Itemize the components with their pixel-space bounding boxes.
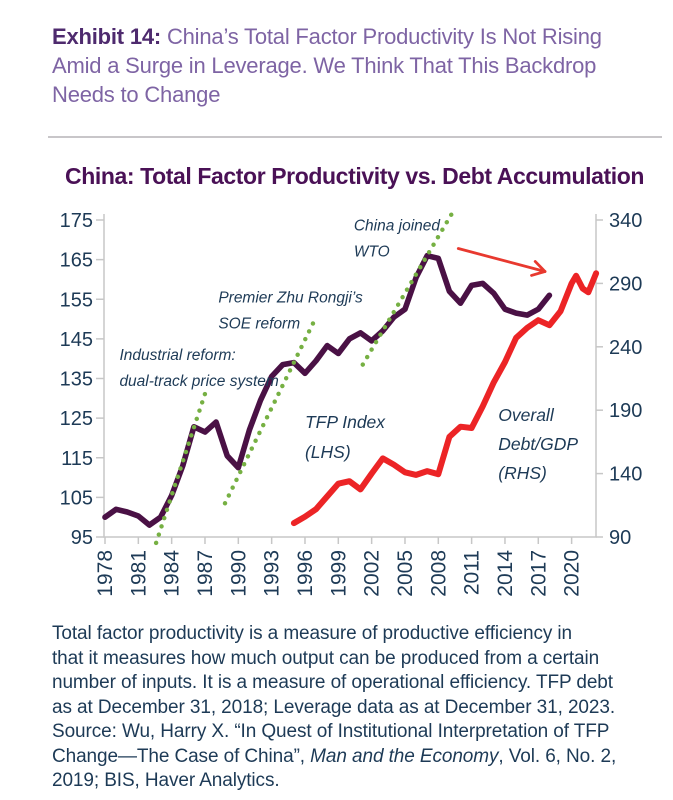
x-axis-year-label: 1978 <box>94 550 117 597</box>
chart-area <box>0 195 673 620</box>
x-axis-year-label: 1999 <box>327 550 351 597</box>
chart-annotation <box>119 347 278 390</box>
left-axis-label: 155 <box>59 289 93 312</box>
annotation-line: Overall <box>498 404 554 425</box>
horizontal-divider <box>48 136 662 138</box>
footnote-line: Source: Wu, Harry X. “In Quest of Institutional Interpretation of TFP <box>52 721 610 742</box>
x-axis-year-label: 1990 <box>227 550 251 597</box>
footnote-line: as at December 31, 2018; Leverage data as at December 31, 2023. <box>52 696 616 718</box>
x-axis-year-label: 2008 <box>427 550 451 597</box>
left-axis-label: 95 <box>70 527 93 549</box>
x-axis-year-label: 2017 <box>527 550 551 597</box>
exhibit-title-part2: Amid a Surge in Leverage. We Think That This Backdrop <box>52 53 597 78</box>
exhibit-header <box>52 22 666 109</box>
footnote-line: Total factor productivity is a measure of productive efficiency in <box>52 623 573 644</box>
annotation-line: (LHS) <box>304 442 351 463</box>
trend-arrow-head <box>532 272 545 276</box>
footnote-line: number of inputs. It is a measure of operational efficiency. TFP debt <box>52 672 613 693</box>
right-axis-label: 140 <box>609 463 643 486</box>
annotation-line: Debt/GDP <box>498 433 579 454</box>
annotation-line: Industrial reform: <box>119 346 236 364</box>
exhibit-title-part1: China’s Total Factor Productivity Is Not Rising <box>161 24 602 49</box>
x-axis-year-label: 1984 <box>160 550 184 597</box>
trend-dotted-line <box>225 317 316 503</box>
left-axis-label: 115 <box>61 447 93 470</box>
trend-dotted-line <box>363 214 452 365</box>
annotation-line: TFP Index <box>304 412 386 433</box>
trend-arrow-shaft <box>458 249 545 272</box>
chart-title: China: Total Factor Productivity vs. Debt Accumulation <box>65 163 645 189</box>
x-axis-year-label: 2005 <box>393 550 417 597</box>
x-axis-year-label: 1996 <box>293 550 317 597</box>
annotation-line: dual-track price system <box>119 372 279 390</box>
left-axis-label: 165 <box>59 249 93 272</box>
x-axis-year-label: 2011 <box>460 550 484 596</box>
right-axis-label: 190 <box>609 400 643 423</box>
annotation-line: China joined <box>353 217 441 235</box>
exhibit-title-part3: Needs to Change <box>52 82 221 107</box>
footnote-journal-name: Man and the Economy <box>310 745 499 767</box>
left-axis-label: 175 <box>59 210 93 232</box>
footnote-source-post: , Vol. 6, No. 2, <box>498 745 617 767</box>
left-axis-label: 135 <box>59 368 93 391</box>
left-axis-label: 125 <box>59 408 93 431</box>
right-axis-label: 340 <box>609 210 643 232</box>
x-axis-year-label: 2020 <box>560 550 584 597</box>
footnote-line <box>52 745 644 770</box>
footnote-source-pre: Change—The Case of China”, <box>52 745 311 767</box>
annotation-line: (RHS) <box>498 462 547 483</box>
left-axis-label: 145 <box>59 328 93 351</box>
trend-dotted-line <box>156 390 206 543</box>
chart-annotation <box>498 405 578 483</box>
chart-annotation <box>218 289 363 332</box>
footnote-line: 2019; BIS, Haver Analytics. <box>52 770 280 791</box>
tfp-vs-debt-chart <box>0 195 673 620</box>
annotation-line: WTO <box>353 243 390 261</box>
annotation-line: SOE reform <box>218 315 301 333</box>
x-axis-year-label: 1987 <box>193 550 217 597</box>
x-axis-year-label: 1981 <box>127 550 151 597</box>
right-axis-label: 90 <box>609 527 632 549</box>
x-axis-year-label: 2014 <box>493 550 517 597</box>
debt-line <box>294 273 596 523</box>
chart-annotation <box>305 412 386 462</box>
right-axis-label: 240 <box>609 336 643 359</box>
x-axis-year-label: 2002 <box>360 550 384 597</box>
left-axis-label: 105 <box>59 487 93 510</box>
exhibit-header-line1 <box>52 22 666 51</box>
chart-footnote <box>52 622 644 794</box>
x-axis-year-label: 1993 <box>260 550 284 597</box>
right-axis-label: 290 <box>609 273 643 296</box>
annotation-line: Premier Zhu Rongji’s <box>218 289 363 307</box>
exhibit-number-label: Exhibit 14: <box>52 24 162 49</box>
footnote-line: that it measures how much output can be produced from a certain <box>52 647 600 669</box>
